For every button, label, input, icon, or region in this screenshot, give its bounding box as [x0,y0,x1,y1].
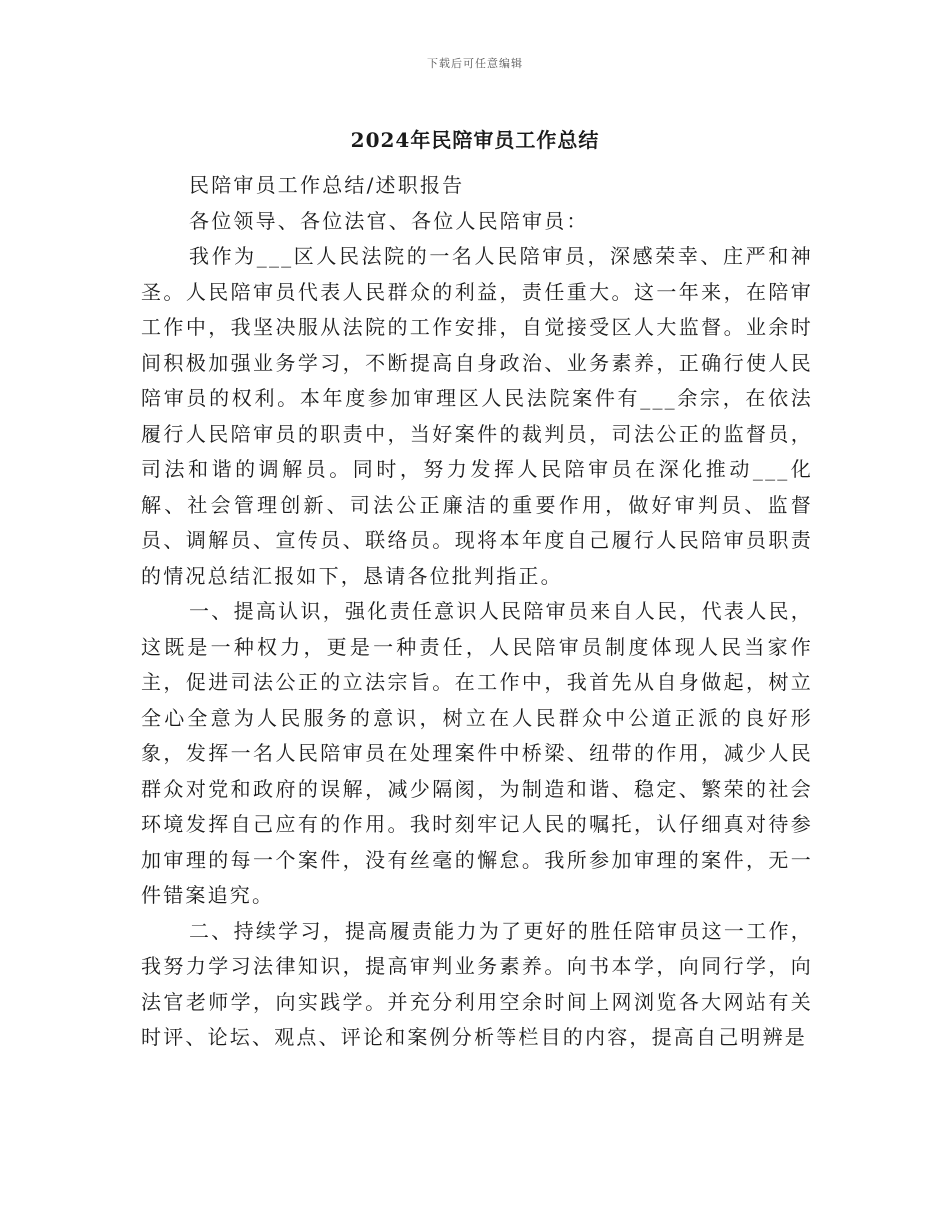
document-body [141,168,813,1056]
header-note: 下载后可任意编辑 [427,57,523,70]
paragraph-intro: 我作为___区人民法院的一名人民陪审员，深感荣幸、庄严和神圣。人民陪审员代表人民群众的利益，责任重大。这一年来，在陪审工作中，我坚决服从法院的工作安排，自觉接受区人大监督。业余时间积极加强业务学习，不断提高自身政治、业务素养，正确行使人民陪审员的权利。本年度参加审理区人民法院案件有___余宗，在依法履行人民陪审员的职责中，当好案件的裁判员，司法公正的监督员，司法和谐的调解员。同时，努力发挥人民陪审员在深化推动___化解、社会管理创新、司法公正廉洁的重要作用，做好审判员、监督员、调解员、宣传员、联络员。现将本年度自己履行人民陪审员职责的情况总结汇报如下，恳请各位批判指正。 [141,244,813,588]
paragraph-salutation: 各位领导、各位法官、各位人民陪审员： [189,208,589,233]
paragraph-subtitle: 民陪审员工作总结/述职报告 [189,173,465,197]
paragraph-section-one: 一、提高认识，强化责任意识人民陪审员来自人民，代表人民，这既是一种权力，更是一种责任，人民陪审员制度体现人民当家作主，促进司法公正的立法宗旨。在工作中，我首先从自身做起，树立全心全意为人民服务的意识，树立在人民群众中公道正派的良好形象，发挥一名人民陪审员在处理案件中桥梁、纽带的作用，减少人民群众对党和政府的误解，减少隔阂，为制造和谐、稳定、繁荣的社会环境发挥自己应有的作用。我时刻牢记人民的嘱托，认仔细真对待参加审理的每一个案件，没有丝毫的懈怠。我所参加审理的案件，无一件错案追究。 [141,599,813,907]
paragraph-section-two: 二、持续学习，提高履责能力为了更好的胜任陪审员这一工作，我努力学习法律知识，提高审判业务素养。向书本学，向同行学，向法官老师学，向实践学。并充分利用空余时间上网浏览各大网站有关时评、论坛、观点、评论和案例分析等栏目的内容，提高自己明辨是 [141,918,813,1049]
document-title: 2024年民陪审员工作总结 [350,128,600,152]
